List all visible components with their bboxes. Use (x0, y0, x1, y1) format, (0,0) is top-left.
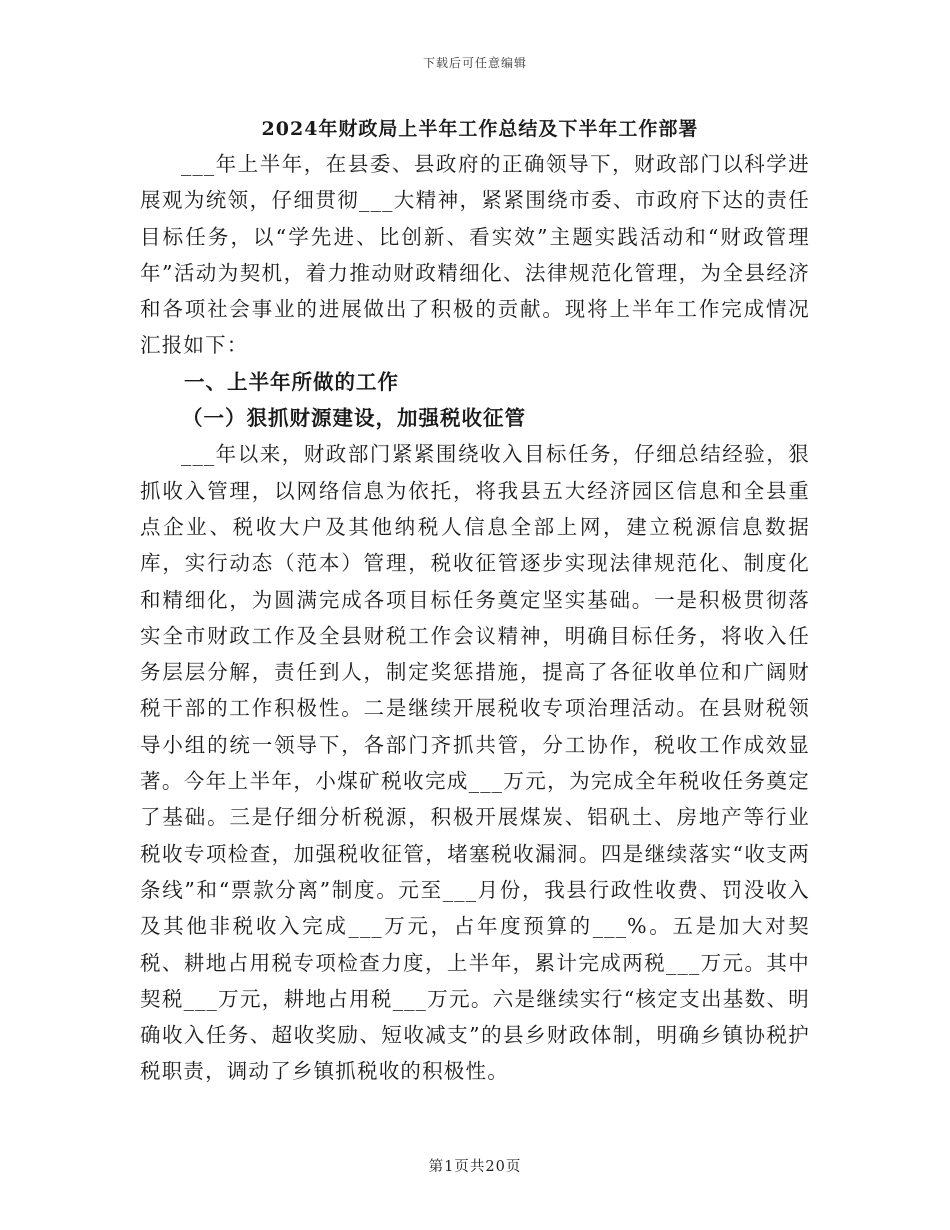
document-body (140, 146, 810, 1090)
intro-paragraph: ___年上半年，在县委、县政府的正确领导下，财政部门以科学进展观为统领，仔细贯彻___大精神，紧紧围绕市委、市政府下达的责任目标任务，以“学先进、比创新、看实效”主题实践活动和“财政管理年”活动为契机，着力推动财政精细化、法律规范化管理，为全县经济和各项社会事业的进展做出了积极的贡献。现将上半年工作完成情况汇报如下： (140, 152, 810, 358)
section-heading: 一、上半年所做的工作 (184, 369, 399, 394)
subsection-heading: （一）狠抓财源建设，加强税收征管 (182, 406, 526, 431)
header-note: 下载后可任意编辑 (422, 56, 527, 70)
document-title: 2024年财政局上半年工作总结及下半年工作部署 (261, 118, 699, 140)
page-number: 第1页共20页 (428, 1159, 522, 1175)
subsection-paragraph: ___年以来，财政部门紧紧围绕收入目标任务，仔细总结经验，狠抓收入管理，以网络信息为依托，将我县五大经济园区信息和全县重点企业、税收大户及其他纳税人信息全部上网，建立税源信息数据库，实行动态（范本）管理，税收征管逐步实现法律规范化、制度化和精细化，为圆满完成各项目标任务奠定坚实基础。一是积极贯彻落实全市财政工作及全县财税工作会议精神，明确目标任务，将收入任务层层分解，责任到人，制定奖惩措施，提高了各征收单位和广阔财税干部的工作积极性。二是继续开展税收专项治理活动。在县财税领导小组的统一领导下，各部门齐抓共管，分工协作，税收工作成效显著。今年上半年，小煤矿税收完成___万元，为完成全年税收任务奠定了基础。三是仔细分析税源，积极开展煤炭、铝矾土、房地产等行业税收专项检查，加强税收征管，堵塞税收漏洞。四是继续落实“收支两条线”和“票款分离”制度。元至___月份，我县行政性收费、罚没收入及其他非税收入完成___万元，占年度预算的___%。五是加大对契税、耕地占用税专项检查力度，上半年，累计完成两税___万元。其中契税___万元，耕地占用税___万元。六是继续实行“核定支出基数、明确收入任务、超收奖励、短收减支”的县乡财政体制，明确乡镇协税护税职责，调动了乡镇抓税收的积极性。 (140, 442, 810, 1084)
